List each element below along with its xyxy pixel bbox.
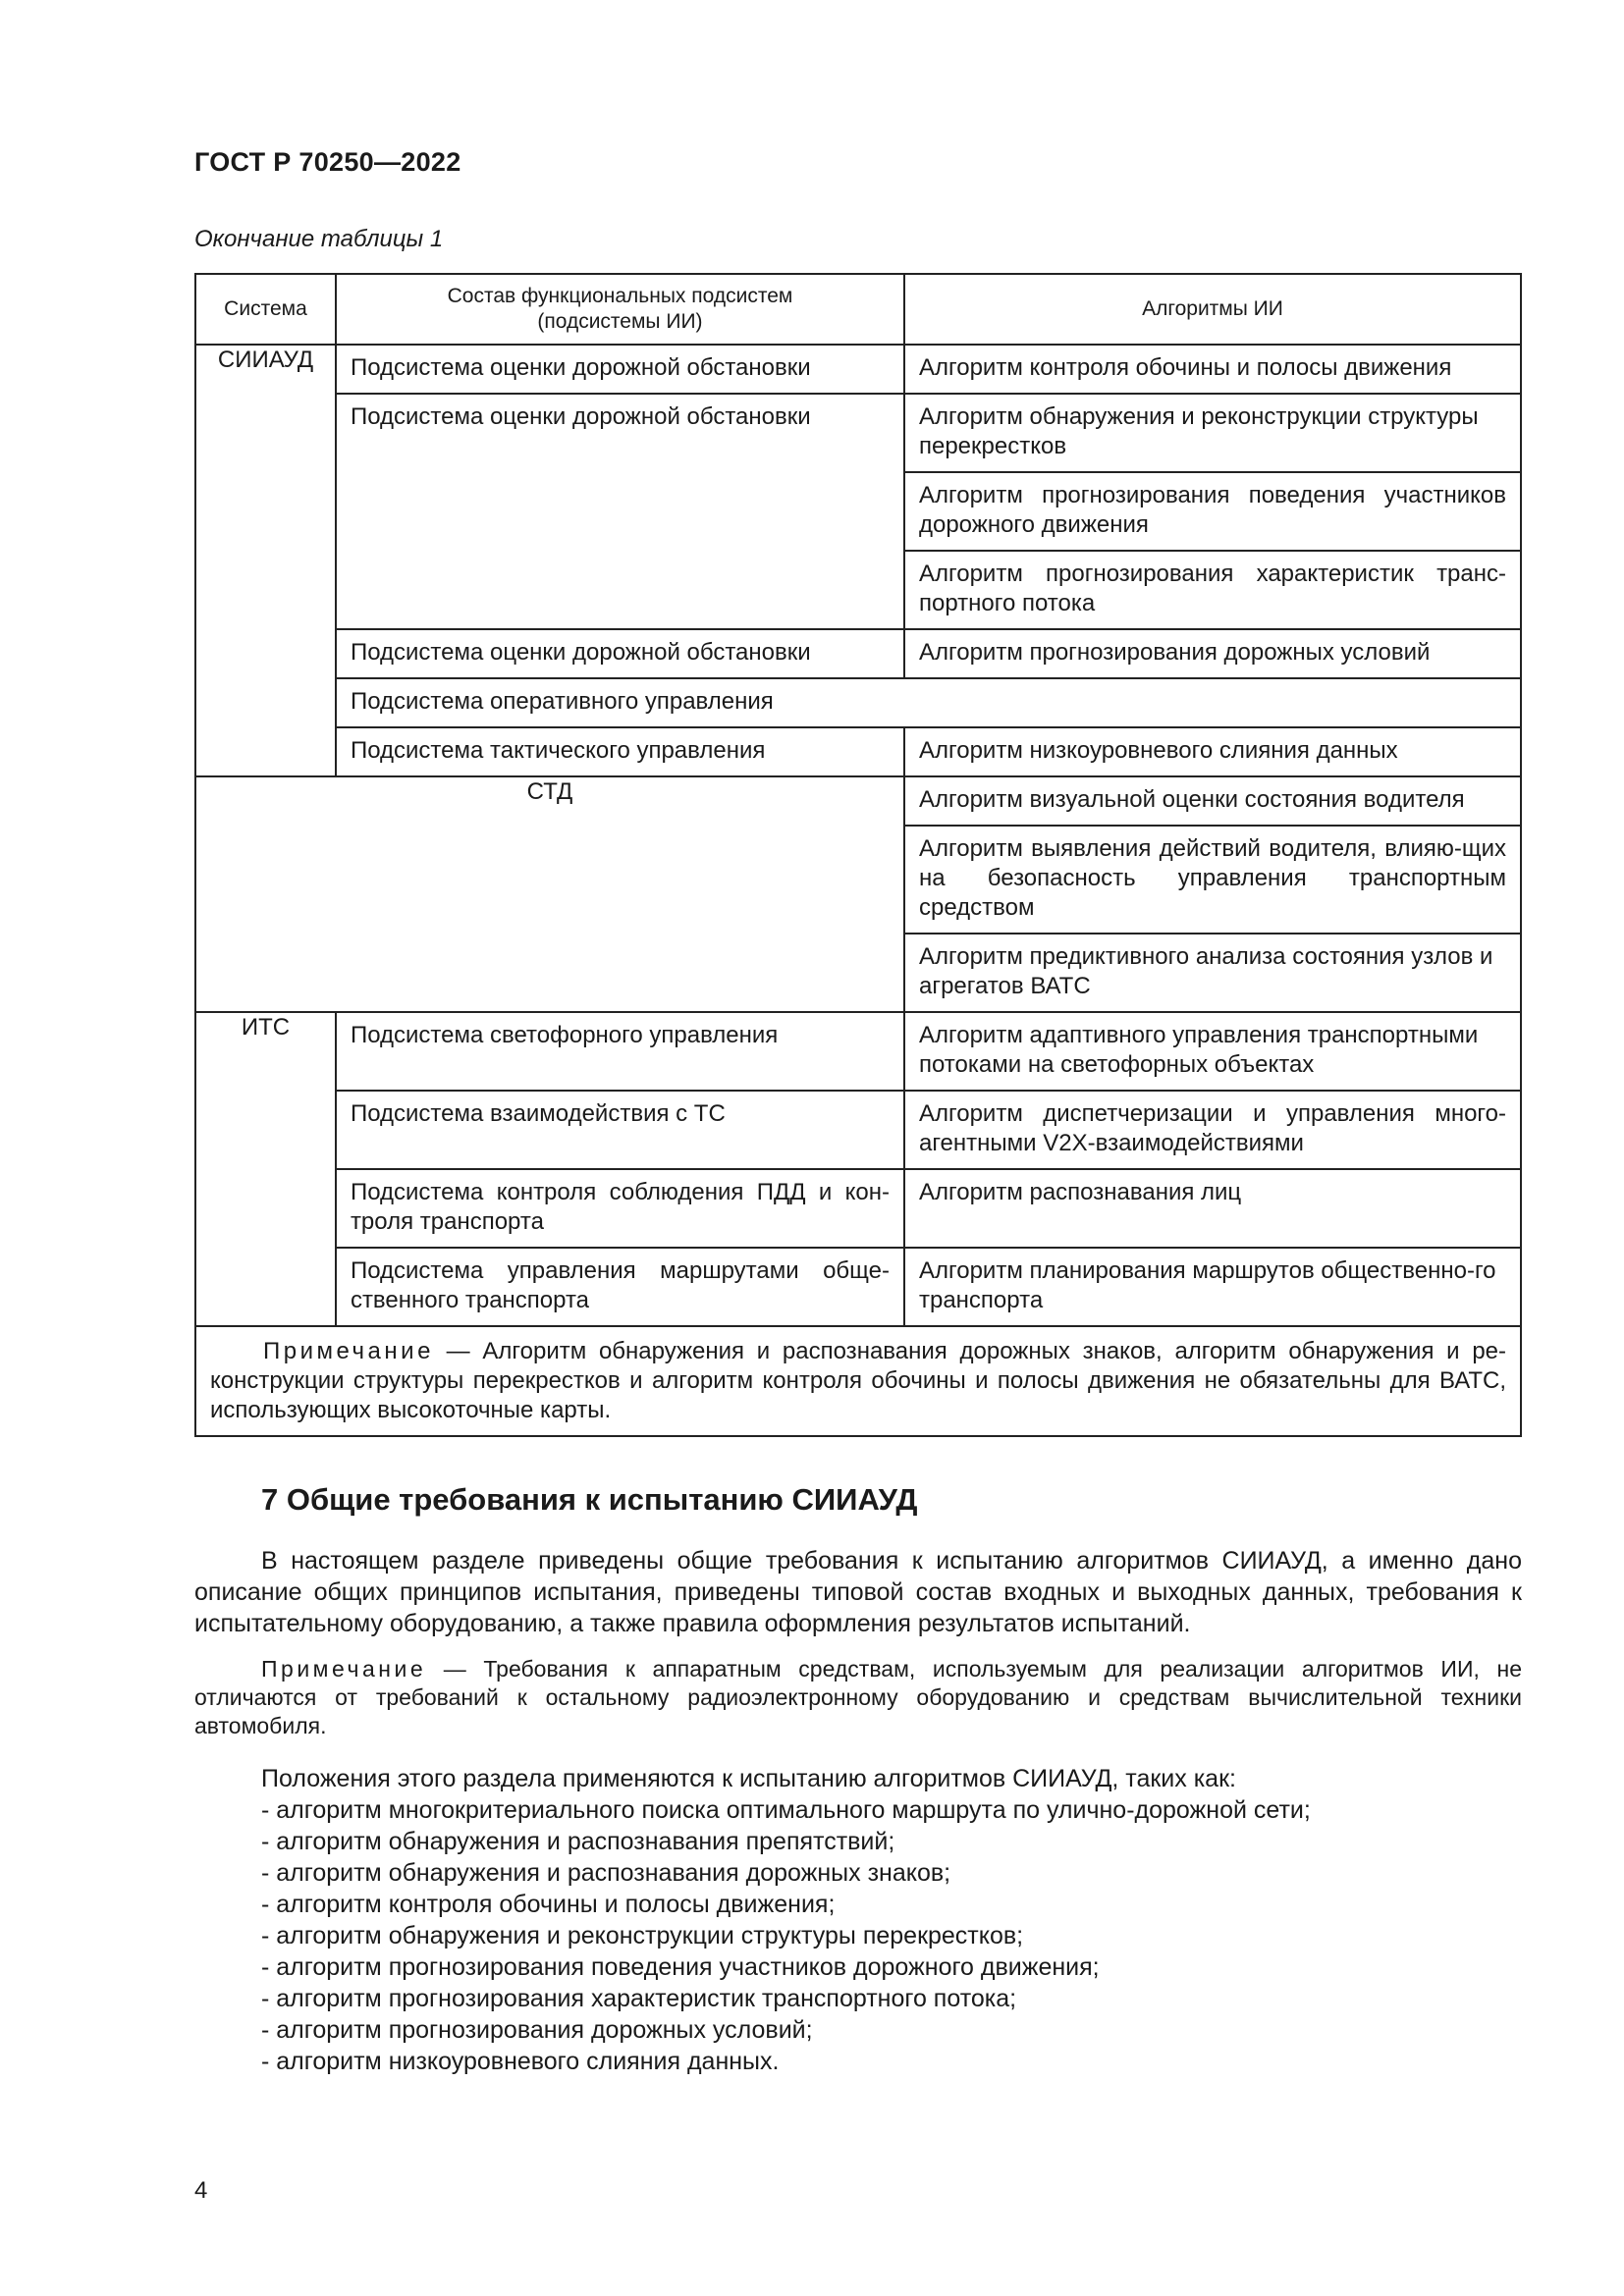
table-row bbox=[195, 1169, 1521, 1248]
algorithm-cell: Алгоритм адаптивного управления транспортными потоками на светофорных объектах bbox=[904, 1012, 1521, 1091]
section-note-paragraph bbox=[194, 1655, 1522, 1740]
column-header-subsystems: Состав функциональных подсистем (подсистемы ИИ) bbox=[336, 274, 904, 345]
algorithm-cell: Алгоритм распознавания лиц bbox=[904, 1169, 1521, 1248]
subsystem-cell: Подсистема оценки дорожной обстановки bbox=[336, 345, 904, 394]
table-row bbox=[195, 345, 1521, 394]
list-item: - алгоритм обнаружения и распознавания препятствий; bbox=[261, 1828, 895, 1855]
list-item: - алгоритм прогнозирования поведения участников дорожного движения; bbox=[261, 1953, 1100, 1981]
table-row bbox=[195, 678, 1521, 727]
list-item: - алгоритм обнаружения и реконструкции структуры перекрестков; bbox=[261, 1922, 1024, 1949]
section-title: 7 Общие требования к испытанию СИИАУД bbox=[261, 1482, 918, 1517]
list-item: - алгоритм многокритериального поиска оптимального маршрута по улично-дорожной сети; bbox=[261, 1796, 1311, 1824]
page-number: 4 bbox=[194, 2177, 208, 2204]
document-code-header: ГОСТ Р 70250—2022 bbox=[194, 147, 461, 177]
table-row bbox=[195, 776, 1521, 826]
list-item: - алгоритм прогнозирования дорожных условий; bbox=[261, 2016, 813, 2044]
algorithm-cell: Алгоритм предиктивного анализа состояния узлов и агрегатов ВАТС bbox=[904, 934, 1521, 1012]
section-note-text: — Требования к аппаратным средствам, используемым для реализации алгоритмов ИИ, не отличаются от требований к остальному радиоэлектронному оборудованию и средствам вычислительной техники автомобиля. bbox=[194, 1656, 1522, 1738]
subsystem-cell: Подсистема тактического управления bbox=[336, 727, 904, 776]
subsystem-cell: Подсистема контроля соблюдения ПДД и кон-троля транспорта bbox=[336, 1169, 904, 1248]
algorithm-cell: Алгоритм визуальной оценки состояния водителя bbox=[904, 776, 1521, 826]
system-cell-its: ИТС bbox=[195, 1012, 336, 1326]
algorithm-cell: Алгоритм низкоуровневого слияния данных bbox=[904, 727, 1521, 776]
table-caption: Окончание таблицы 1 bbox=[194, 226, 444, 252]
table-note-row bbox=[195, 1326, 1521, 1436]
subsystem-cell: Подсистема оценки дорожной обстановки bbox=[336, 394, 904, 629]
table-row bbox=[195, 394, 1521, 472]
table-row bbox=[195, 1248, 1521, 1326]
table-header-row bbox=[195, 274, 1521, 345]
table-row bbox=[195, 727, 1521, 776]
algorithm-cell: Алгоритм планирования маршрутов общественно-го транспорта bbox=[904, 1248, 1521, 1326]
table-row bbox=[195, 1012, 1521, 1091]
subsystem-cell: Подсистема оценки дорожной обстановки bbox=[336, 629, 904, 678]
section-note-label: Примечание bbox=[261, 1656, 427, 1682]
algorithms-table bbox=[194, 273, 1522, 1437]
column-header-algorithms: Алгоритмы ИИ bbox=[904, 274, 1521, 345]
table-note bbox=[195, 1326, 1521, 1436]
algorithm-list bbox=[261, 1763, 1311, 2077]
list-item: - алгоритм низкоуровневого слияния данных. bbox=[261, 2048, 780, 2075]
algorithm-cell: Алгоритм обнаружения и реконструкции структуры перекрестков bbox=[904, 394, 1521, 472]
algorithm-cell: Алгоритм диспетчеризации и управления много-агентными V2X-взаимодействиями bbox=[904, 1091, 1521, 1169]
column-header-system: Система bbox=[195, 274, 336, 345]
subsystem-cell: Подсистема управления маршрутами обще-ственного транспорта bbox=[336, 1248, 904, 1326]
subsystem-cell: Подсистема взаимодействия с ТС bbox=[336, 1091, 904, 1169]
system-cell-siiaud: СИИАУД bbox=[195, 345, 336, 776]
algorithm-cell: Алгоритм прогнозирования дорожных условий bbox=[904, 629, 1521, 678]
algorithm-cell: Алгоритм прогнозирования поведения участников дорожного движения bbox=[904, 472, 1521, 551]
table-row bbox=[195, 629, 1521, 678]
algorithm-cell: Алгоритм контроля обочины и полосы движения bbox=[904, 345, 1521, 394]
section-intro-paragraph: В настоящем разделе приведены общие требования к испытанию алгоритмов СИИАУД, а именно дано описание общих принципов испытания, приведены типовой состав входных и выходных данных, требования к испытательному оборудованию, а также правила оформления результатов испытаний. bbox=[194, 1547, 1522, 1637]
subsystem-cell: Подсистема светофорного управления bbox=[336, 1012, 904, 1091]
list-intro: Положения этого раздела применяются к испытанию алгоритмов СИИАУД, таких как: bbox=[261, 1765, 1236, 1792]
table-row bbox=[195, 1091, 1521, 1169]
system-cell-std: СТД bbox=[195, 776, 904, 1012]
list-item: - алгоритм обнаружения и распознавания дорожных знаков; bbox=[261, 1859, 951, 1887]
algorithm-cell: Алгоритм выявления действий водителя, влияю-щих на безопасность управления транспортным средством bbox=[904, 826, 1521, 934]
list-item: - алгоритм прогнозирования характеристик транспортного потока; bbox=[261, 1985, 1017, 2012]
table-note-text: — Алгоритм обнаружения и распознавания дорожных знаков, алгоритм обнаружения и ре-конструкции структуры перекрестков и алгоритм контроля обочины и полосы движения не обязательны для ВАТС, использующих высокоточные карты. bbox=[210, 1338, 1506, 1423]
algorithm-cell: Алгоритм прогнозирования характеристик транс-портного потока bbox=[904, 551, 1521, 629]
list-item: - алгоритм контроля обочины и полосы движения; bbox=[261, 1891, 836, 1918]
table-note-label: Примечание bbox=[263, 1338, 434, 1364]
subsystem-cell: Подсистема оперативного управления bbox=[336, 678, 1521, 727]
